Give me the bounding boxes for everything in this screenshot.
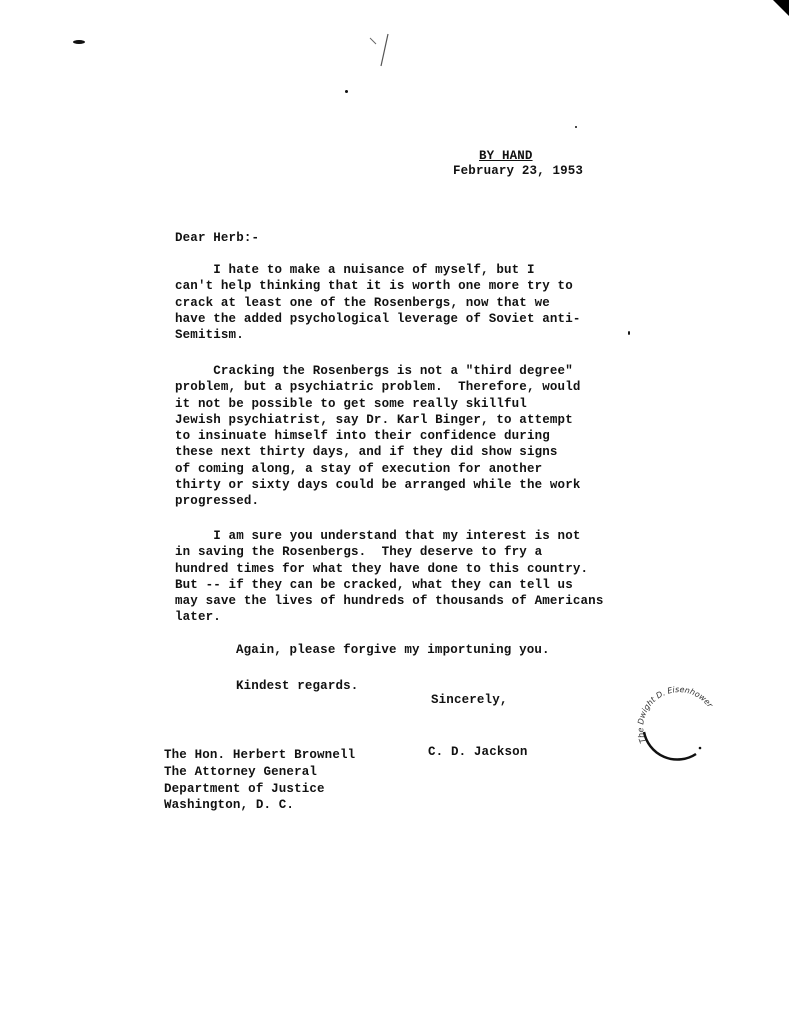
signer-name: C. D. Jackson bbox=[428, 745, 528, 759]
delivery-note: BY HAND bbox=[479, 149, 533, 163]
scan-speck bbox=[628, 331, 630, 335]
salutation: Dear Herb:- bbox=[175, 231, 260, 245]
regards-line: Kindest regards. bbox=[236, 679, 359, 693]
recipient-address: The Hon. Herbert Brownell The Attorney General Department of Justice Washington, D. C. bbox=[164, 748, 356, 813]
paragraph-3: I am sure you understand that my interest is not in saving the Rosenbergs. They deserve to fry a hundred times for what they have done to this country. But -- if they can be cracked, what they can tell us may save the lives of hundreds of thousands of Americans later. bbox=[175, 529, 604, 625]
paragraph-1: I hate to make a nuisance of myself, but I can't help thinking that it is worth one more try to crack at least one of the Rosenbergs, now that we have the added psychological leverage of Soviet anti- Semitism. bbox=[175, 263, 581, 343]
pencil-check-mark bbox=[366, 30, 396, 74]
paragraph-2: Cracking the Rosenbergs is not a "third degree" problem, but a psychiatric problem. Therefore, would it not be possible to get some really skillful Jewish psychiatrist, say Dr. Karl Binger, to attempt to insinuate himself into their confidence during these next thirty days, and if they did show signs of coming along, a stay of execution for another thirty or sixty days could be arranged while the work progressed. bbox=[175, 364, 581, 509]
scan-speck bbox=[73, 40, 85, 44]
scan-corner-mark bbox=[773, 0, 789, 16]
scan-speck bbox=[345, 90, 348, 93]
svg-text:The Dwight D. Eisenhower bbox=[636, 685, 715, 744]
scan-speck bbox=[575, 126, 577, 128]
closing-line: Sincerely, bbox=[431, 693, 508, 707]
letter-date: February 23, 1953 bbox=[453, 164, 584, 178]
library-stamp bbox=[632, 684, 724, 762]
stamp-text: The Dwight D. Eisenhower bbox=[636, 685, 715, 745]
paragraph-4: Again, please forgive my importuning you. bbox=[236, 643, 550, 657]
